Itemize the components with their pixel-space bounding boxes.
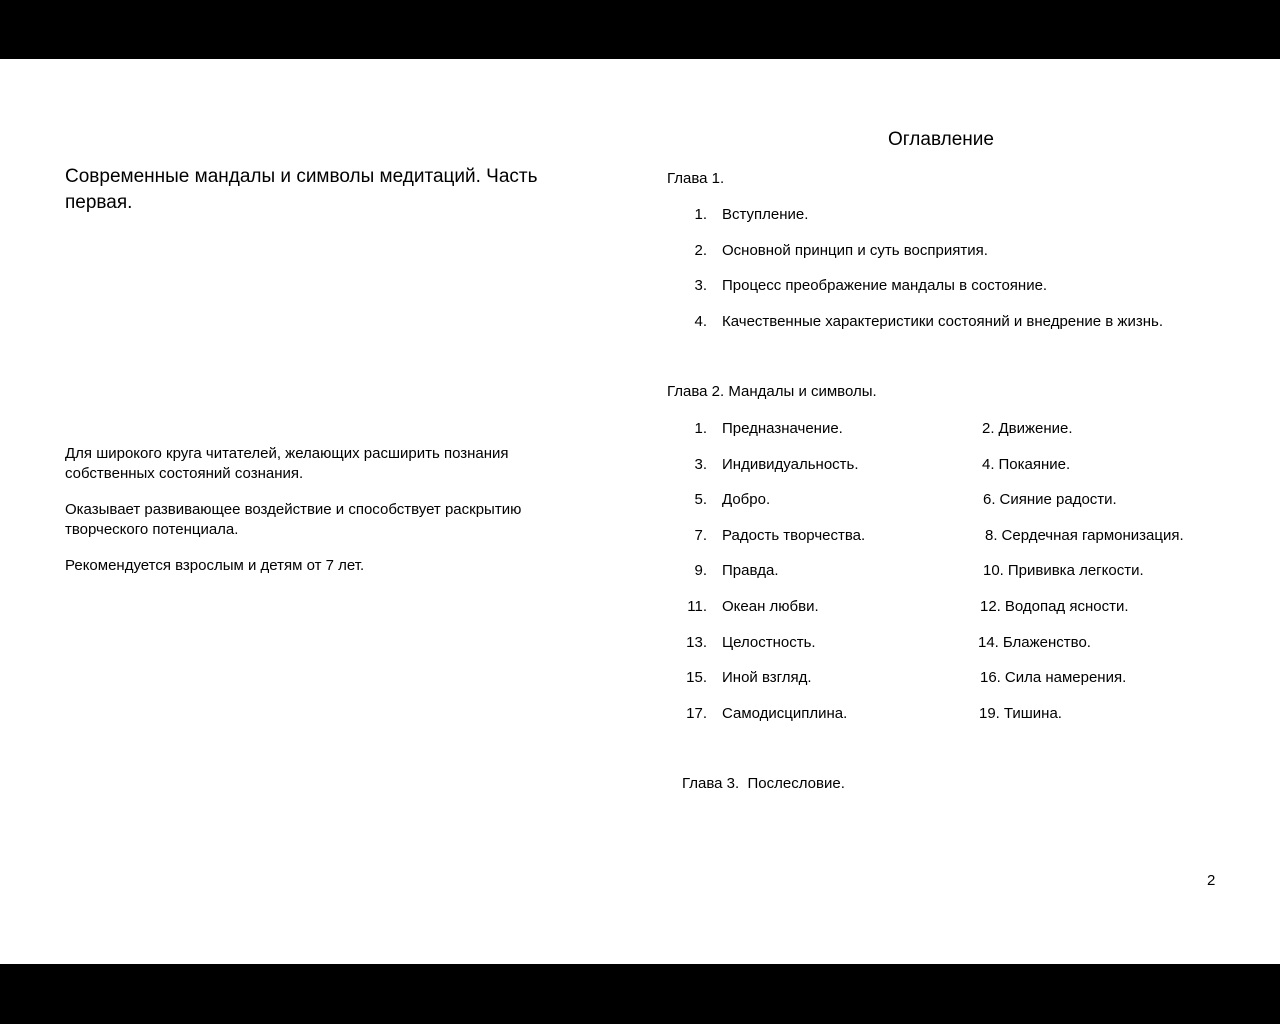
toc-item-label: Покаяние. [998,456,1071,473]
toc-item-number: 17. [686,705,707,722]
toc-item-label: Радость творчества. [722,527,866,544]
toc-item-number: 19. [979,705,1000,722]
toc-item-label: Вступление. [722,206,809,223]
toc-item [667,597,819,617]
toc-item-number: 12. [980,598,1001,615]
toc-item [667,455,859,475]
toc-item [667,312,1163,332]
toc-item [667,490,770,510]
toc-item [979,704,1062,724]
toc-item-label: Сила намерения. [1004,669,1127,686]
toc-item [980,597,1129,617]
toc-item-number: 4. [982,456,995,473]
toc-item-number: 2. [982,420,995,437]
toc-item-number: 7. [694,527,707,544]
toc-item-label: Добро. [722,491,771,508]
toc-item [667,205,808,225]
toc-item-label: Прививка легкости. [1007,562,1144,579]
page-number: 2 [1207,872,1216,889]
toc-heading: Оглавление [888,129,994,150]
toc-item-label: Океан любви. [722,598,819,615]
toc-item [985,526,1184,546]
toc-item-number: 5. [694,491,707,508]
toc-item-label: Индивидуальность. [722,456,859,473]
toc-item-number: 10. [983,562,1004,579]
toc-item-number: 6. [983,491,996,508]
chapter-2-title: Глава 2. Мандалы и символы. [667,383,877,400]
toc-item-number: 8. [985,527,998,544]
toc-item-label: Предназначение. [722,420,843,437]
toc-item [667,419,843,439]
description-paragraph: Для широкого круга читателей, желающих расширить познания собственных состояний сознания. [65,445,509,482]
toc-item [667,561,779,581]
toc-item-number: 13. [686,634,707,651]
toc-item-number: 14. [978,634,999,651]
description-paragraph: Оказывает развивающее воздействие и способствует раскрытию творческого потенциала. [65,501,522,538]
toc-item-label: Самодисциплина. [722,705,848,722]
toc-item-label: Сияние радости. [999,491,1117,508]
toc-item-number: 2. [694,242,707,259]
toc-item-label: Правда. [722,562,779,579]
toc-item [982,455,1070,475]
chapter-3-title: Глава 3. Послесловие. [682,775,845,792]
toc-item [667,668,812,688]
toc-item-label: Качественные характеристики состояний и внедрение в жизнь. [722,313,1163,330]
toc-item [667,633,816,653]
toc-item-number: 9. [694,562,707,579]
toc-item-number: 15. [686,669,707,686]
toc-item [667,276,1047,296]
toc-item-label: Целостность. [722,634,816,651]
age-recommendation: Рекомендуется взрослым и детям от 7 лет. [65,557,365,574]
toc-item [980,668,1126,688]
toc-item-number: 1. [694,206,707,223]
document-page [0,59,1280,964]
toc-item-number: 4. [694,313,707,330]
toc-item [983,490,1117,510]
toc-item-number: 3. [694,277,707,294]
toc-item-number: 3. [694,456,707,473]
toc-item-label: Блаженство. [1002,634,1091,651]
toc-item [982,419,1073,439]
toc-item-number: 16. [980,669,1001,686]
toc-item [667,704,847,724]
toc-item [983,561,1144,581]
toc-item-number: 11. [687,598,707,615]
toc-item-label: Основной принцип и суть восприятия. [722,242,988,259]
toc-item-label: Движение. [998,420,1073,437]
toc-item-label: Водопад ясности. [1004,598,1129,615]
toc-item-label: Тишина. [1003,705,1062,722]
toc-item [667,526,865,546]
toc-item-label: Процесс преображение мандалы в состояние. [722,277,1048,294]
toc-item [667,241,988,261]
toc-item-label: Сердечная гармонизация. [1001,527,1184,544]
toc-item-number: 1. [694,420,707,437]
book-title: Современные мандалы и символы медитаций. Часть первая. [65,166,538,213]
chapter-1-title: Глава 1. [667,170,725,187]
toc-item [978,633,1091,653]
toc-item-label: Иной взгляд. [722,669,812,686]
